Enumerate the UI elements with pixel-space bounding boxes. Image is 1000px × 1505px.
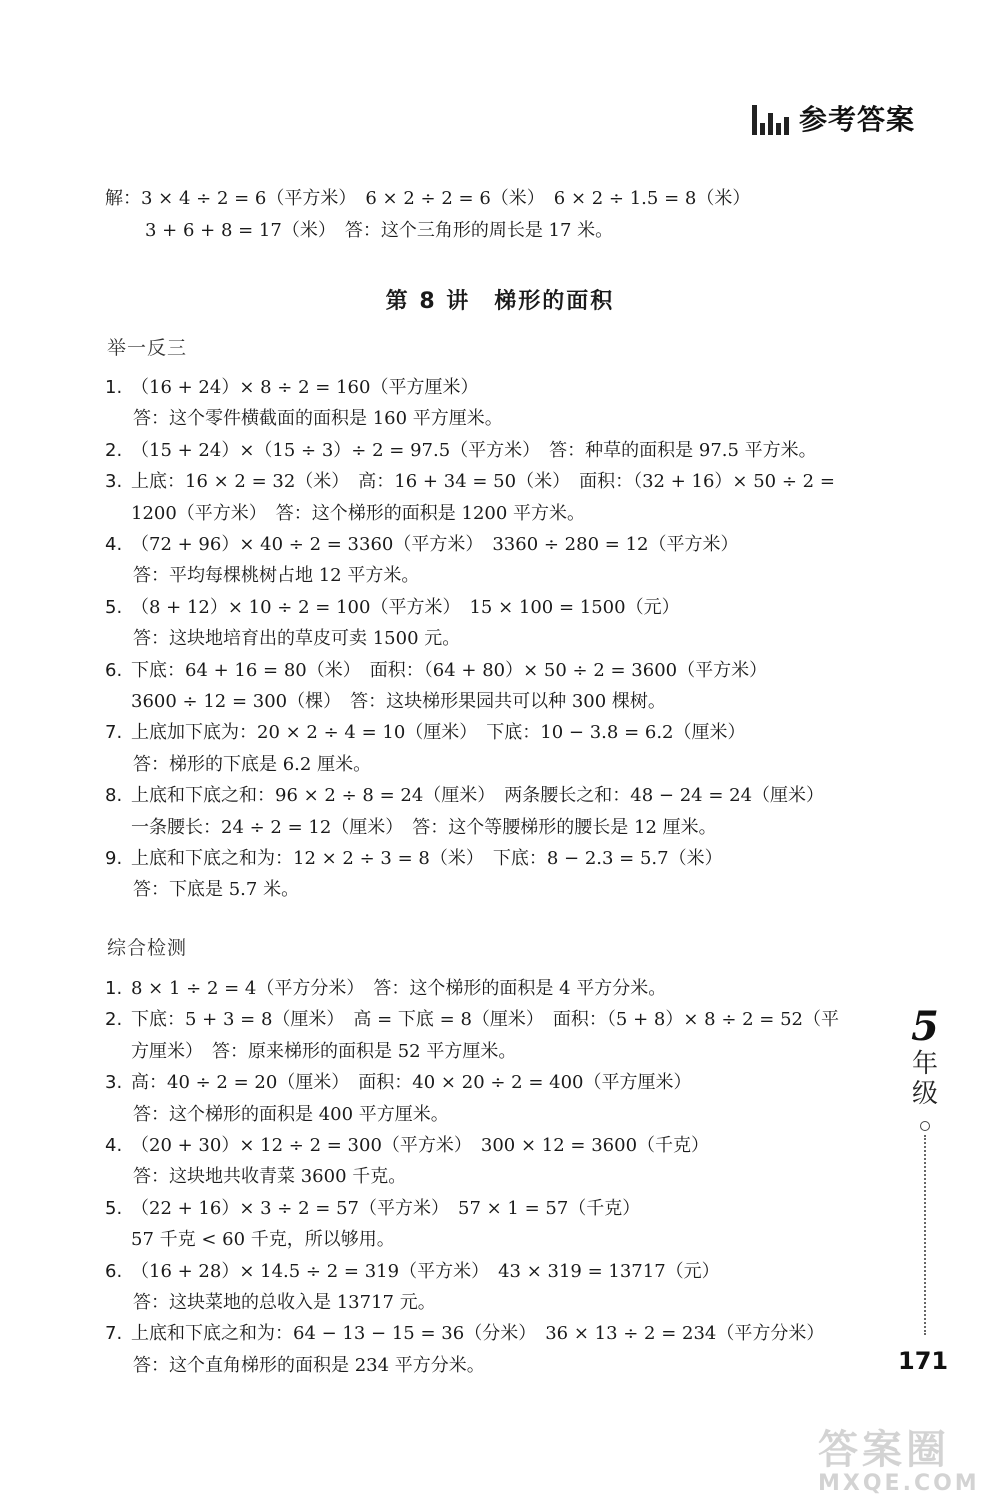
list-item-line: 答：这个零件横截面的面积是 160 平方厘米。 (133, 408, 503, 430)
list-item-line (105, 376, 478, 400)
list-item-line (105, 439, 817, 463)
intro-line-2: 3 + 6 + 8 = 17（米） 答：这个三角形的周长是 17 米。 (145, 220, 614, 241)
list-item-line: 一条腰长：24 ÷ 2 = 12（厘米） 答：这个等腰梯形的腰长是 12 厘米。 (131, 816, 717, 838)
item-text: （72 + 96）× 40 ÷ 2 = 3360（平方米） 3360 ÷ 280 = 12（平方米） (131, 534, 739, 555)
item-number: 6. (105, 659, 123, 681)
item-text: （16 + 28）× 14.5 ÷ 2 = 319（平方米） 43 × 319 = 13717（元） (131, 1260, 720, 1282)
item-text: 上底和下底之和为：64 − 13 − 15 = 36（分米） 36 × 13 ÷ 2 = 234（平方分米） (131, 1323, 825, 1345)
watermark (818, 1418, 998, 1503)
list-item-line (105, 721, 746, 745)
watermark-line-2: MXQE.COM (818, 1471, 980, 1496)
item-number: 7. (105, 1323, 123, 1345)
list-item-line: 答：平均每棵桃树占地 12 平方米。 (133, 565, 420, 587)
list-item-line (105, 784, 824, 808)
page-number: 171 (898, 1347, 949, 1375)
item-number: 4. (105, 1135, 123, 1156)
item-number: 2. (105, 1009, 123, 1031)
item-number: 3. (105, 1072, 123, 1094)
list-item-line (105, 847, 723, 871)
item-number: 8. (105, 785, 123, 807)
list-item-line (105, 1071, 692, 1095)
list-item-line (105, 1197, 640, 1221)
item-text: （16 + 24）× 8 ÷ 2 = 160（平方厘米） (131, 377, 479, 398)
item-number: 5. (105, 596, 123, 618)
dotted-divider (924, 1135, 926, 1335)
list-item-line (105, 533, 738, 557)
item-number: 4. (105, 534, 123, 555)
item-text: 高：40 ÷ 2 = 20（厘米） 面积：40 × 20 ÷ 2 = 400（平方厘米） (131, 1072, 692, 1094)
item-text: 上底和下底之和：96 × 2 ÷ 8 = 24（厘米） 两条腰长之和：48 − 24 = 24（厘米） (131, 785, 825, 807)
section-title: 第 8 讲 梯形的面积 (385, 289, 615, 314)
list-item-line (105, 596, 680, 620)
item-number: 9. (105, 848, 123, 869)
item-number: 3. (105, 471, 123, 493)
item-number: 1. (105, 978, 123, 999)
item-text: （8 + 12）× 10 ÷ 2 = 100（平方米） 15 × 100 = 1500（元） (131, 596, 680, 618)
item-text: 上底：16 × 2 = 32（米） 高：16 + 34 = 50（米） 面积：（32 + 16）× 50 ÷ 2 = (131, 471, 835, 493)
circle-icon (920, 1121, 930, 1131)
item-text: 下底：5 + 3 = 8（厘米） 高 = 下底 = 8（厘米） 面积：（5 + 8）× 8 ÷ 2 = 52（平 (131, 1009, 840, 1031)
item-number: 7. (105, 722, 123, 744)
list-item-line: 答：这块地培育出的草皮可卖 1500 元。 (133, 628, 461, 650)
item-number: 6. (105, 1260, 123, 1282)
list-item-line: 答：梯形的下底是 6.2 厘米。 (133, 753, 372, 775)
list-item-line: 答：这块地共收青菜 3600 千克。 (133, 1166, 407, 1188)
item-text: （20 + 30）× 12 ÷ 2 = 300（平方米） 300 × 12 = 3600（千克） (131, 1135, 710, 1156)
item-text: （15 + 24）×（15 ÷ 3）÷ 2 = 97.5（平方米） 答：种草的面积是 97.5 平方米。 (131, 439, 817, 461)
list-item-line (105, 470, 835, 494)
watermark-line-1: 答案圈 (818, 1427, 950, 1473)
bar-logo-icon (752, 101, 789, 135)
list-item-line (105, 1134, 709, 1158)
list-item-line: 1200（平方米） 答：这个梯形的面积是 1200 平方米。 (131, 502, 586, 524)
part1-heading: 举一反三 (107, 337, 188, 359)
header-title: 参考答案 (798, 103, 915, 136)
list-item-line: 57 千克 < 60 千克，所以够用。 (131, 1229, 395, 1251)
list-item-line: 3600 ÷ 12 = 300（棵） 答：这块梯形果园共可以种 300 棵树。 (131, 691, 666, 712)
grade-number: 5 (911, 1003, 939, 1050)
list-item-line (105, 977, 666, 1001)
list-item-line: 答：下底是 5.7 米。 (133, 879, 300, 901)
item-number: 1. (105, 377, 123, 398)
list-item-line (105, 1008, 839, 1032)
part2-heading: 综合检测 (107, 937, 188, 959)
list-item-line (105, 1322, 824, 1346)
item-number: 5. (105, 1197, 123, 1219)
item-text: 8 × 1 ÷ 2 = 4（平方分米） 答：这个梯形的面积是 4 平方分米。 (131, 978, 667, 999)
item-text: 下底：64 + 16 = 80（米） 面积：（64 + 80）× 50 ÷ 2 = 3600（平方米） (131, 659, 768, 681)
page-header (752, 98, 915, 138)
grade-char-2: 级 (911, 1079, 938, 1109)
list-item-line: 方厘米） 答：原来梯形的面积是 52 平方厘米。 (131, 1040, 517, 1062)
item-text: （22 + 16）× 3 ÷ 2 = 57（平方米） 57 × 1 = 57（千克） (131, 1197, 641, 1219)
item-number: 2. (105, 439, 123, 461)
list-item-line (105, 1260, 720, 1284)
list-item-line (105, 659, 767, 683)
list-item-line: 答：这个梯形的面积是 400 平方厘米。 (133, 1103, 449, 1125)
grade-char-1: 年 (911, 1049, 938, 1079)
grade-marker (905, 1005, 945, 1335)
item-text: 上底和下底之和为：12 × 2 ÷ 3 = 8（米） 下底：8 − 2.3 = 5.7（米） (131, 848, 723, 869)
list-item-line: 答：这个直角梯形的面积是 234 平方分米。 (133, 1354, 485, 1376)
item-text: 上底加下底为：20 × 2 ÷ 4 = 10（厘米） 下底：10 − 3.8 = 6.2（厘米） (131, 722, 746, 744)
intro-line-1: 解：3 × 4 ÷ 2 = 6（平方米） 6 × 2 ÷ 2 = 6（米） 6 × 2 ÷ 1.5 = 8（米） (105, 188, 751, 209)
list-item-line: 答：这块菜地的总收入是 13717 元。 (133, 1292, 436, 1313)
